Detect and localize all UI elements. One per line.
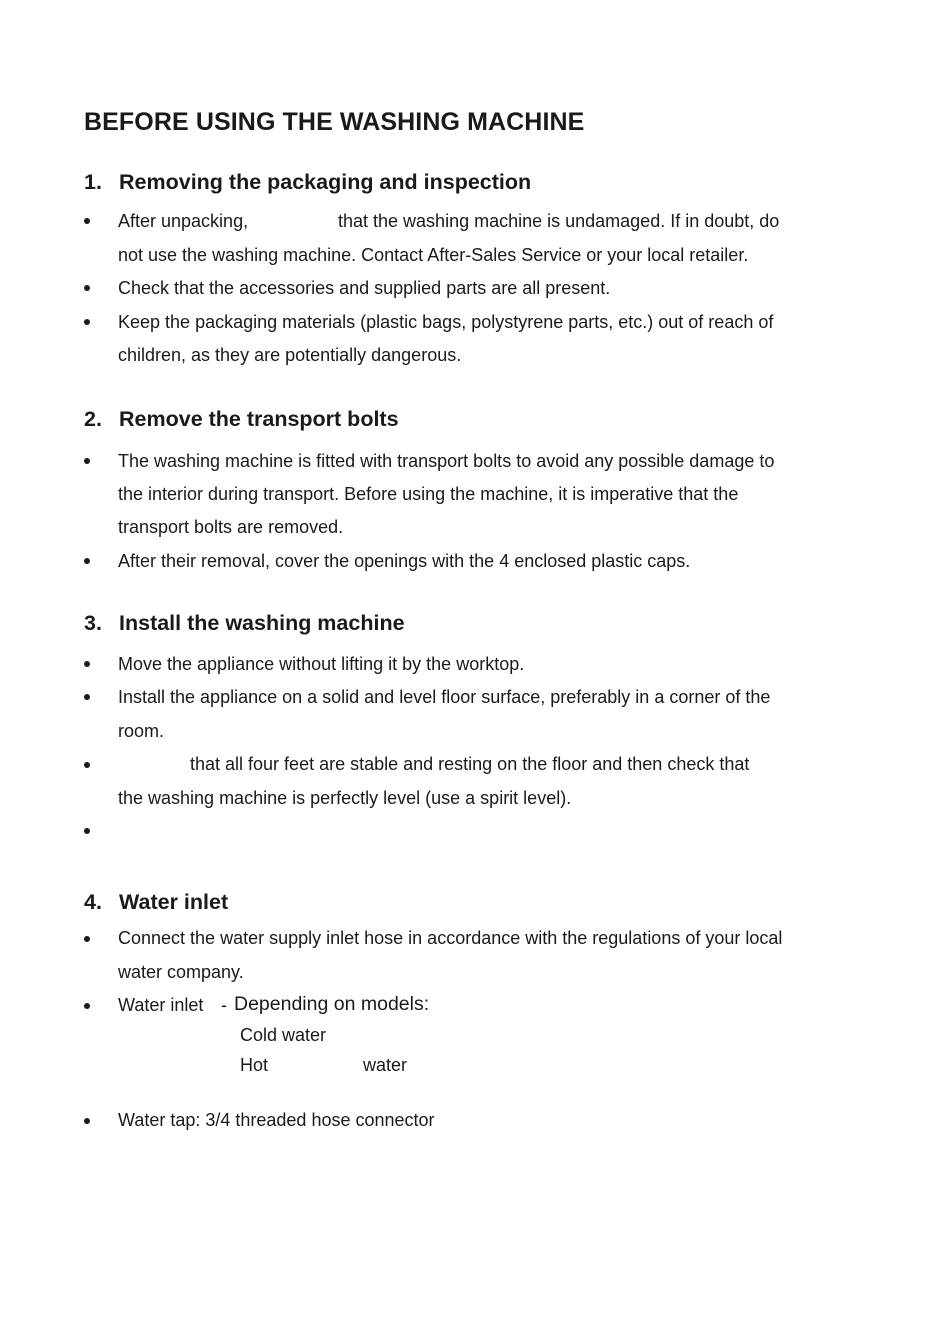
text-line: the interior during transport. Before using the machine, it is imperative that the bbox=[118, 484, 739, 504]
text-line: After their removal, cover the openings with the 4 enclosed plastic caps. bbox=[118, 551, 691, 571]
text-line: After unpacking, bbox=[118, 211, 249, 231]
bullet-icon bbox=[84, 458, 90, 464]
text-line: not use the washing machine. Contact After-Sales Service or your local retailer. bbox=[118, 245, 749, 265]
text-line: transport bolts are removed. bbox=[118, 517, 344, 537]
section-title: Remove the transport bolts bbox=[119, 407, 399, 431]
text-line: the washing machine is perfectly level (use a spirit level). bbox=[118, 788, 572, 808]
bullet-icon bbox=[84, 694, 90, 700]
bullet-icon bbox=[84, 218, 90, 224]
section-heading-1 bbox=[84, 170, 531, 195]
text-line: children, as they are potentially dangerous. bbox=[118, 345, 462, 365]
bullet-icon bbox=[84, 762, 90, 768]
section-number: 3. bbox=[84, 611, 102, 635]
text-dash: - bbox=[221, 995, 227, 1015]
section-heading-4 bbox=[84, 890, 228, 915]
text-line: Check that the accessories and supplied parts are all present. bbox=[118, 278, 611, 298]
bullet-icon bbox=[84, 285, 90, 291]
text-line: water company. bbox=[118, 962, 244, 982]
section-title: Water inlet bbox=[119, 890, 229, 914]
text-line: that the washing machine is undamaged. If in doubt, do bbox=[338, 211, 780, 231]
page-title: BEFORE USING THE WASHING MACHINE bbox=[84, 108, 585, 136]
text-line: The washing machine is fitted with transport bolts to avoid any possible damage to bbox=[118, 451, 775, 471]
section-title: Removing the packaging and inspection bbox=[119, 170, 532, 194]
section-title: Install the washing machine bbox=[119, 611, 405, 635]
bullet-icon bbox=[84, 936, 90, 942]
text-line: Depending on models: bbox=[234, 993, 430, 1015]
text-line: water bbox=[363, 1055, 408, 1075]
bullet-icon bbox=[84, 558, 90, 564]
text-line: Cold water bbox=[240, 1025, 327, 1045]
text-line: Water inlet bbox=[118, 995, 204, 1015]
section-number: 4. bbox=[84, 890, 102, 914]
text-line: Hot bbox=[240, 1055, 269, 1075]
section-heading-3 bbox=[84, 611, 405, 636]
bullet-icon bbox=[84, 1003, 90, 1009]
bullet-icon bbox=[84, 661, 90, 667]
text-line: Install the appliance on a solid and level floor surface, preferably in a corner of the bbox=[118, 687, 771, 707]
text-line: Connect the water supply inlet hose in accordance with the regulations of your local bbox=[118, 928, 783, 948]
bullet-icon bbox=[84, 319, 90, 325]
text-line: that all four feet are stable and resting on the floor and then check that bbox=[190, 754, 750, 774]
bullet-icon bbox=[84, 1118, 90, 1124]
text-line: Keep the packaging materials (plastic bags, polystyrene parts, etc.) out of reach of bbox=[118, 312, 774, 332]
text-line: Water tap: 3/4 threaded hose connector bbox=[118, 1110, 435, 1130]
section-heading-2 bbox=[84, 407, 399, 432]
section-number: 2. bbox=[84, 407, 102, 431]
text-line: room. bbox=[118, 721, 165, 741]
text-line: Move the appliance without lifting it by the worktop. bbox=[118, 654, 525, 674]
bullet-icon bbox=[84, 828, 90, 834]
section-number: 1. bbox=[84, 170, 102, 194]
